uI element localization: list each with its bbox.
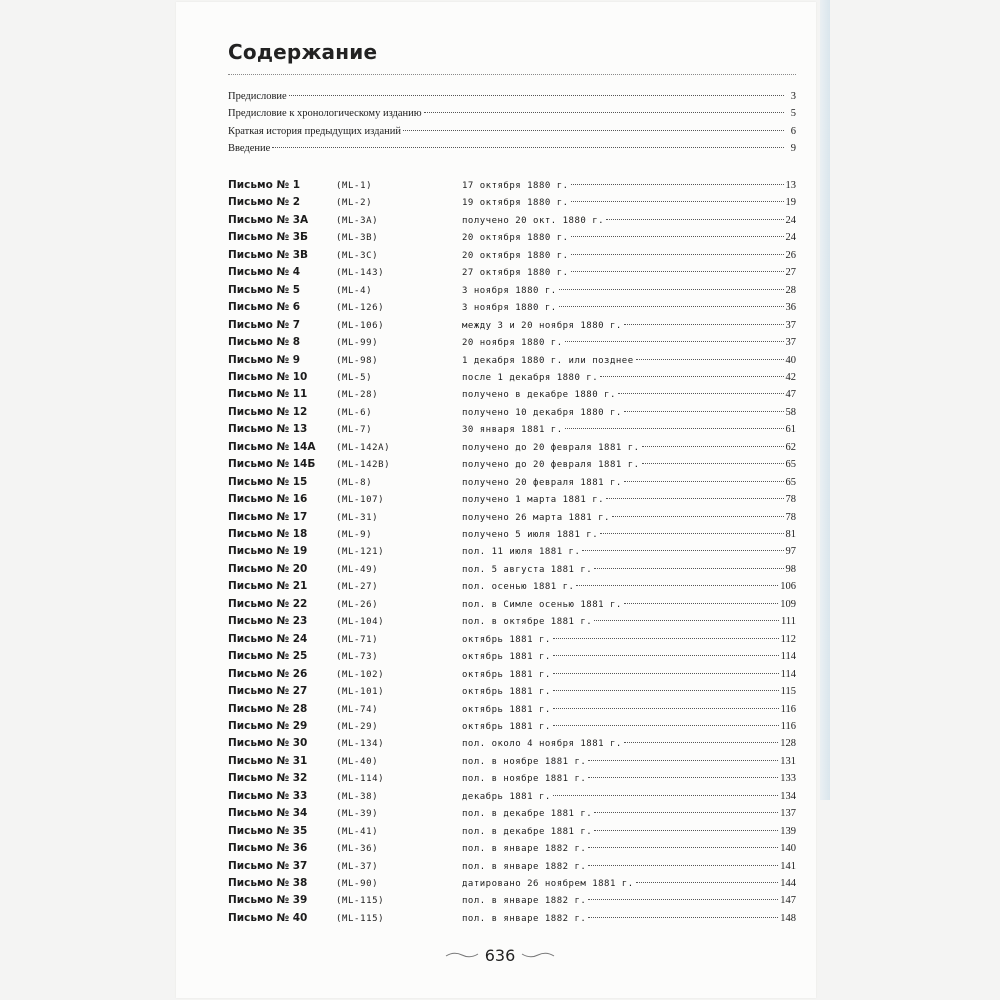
- letter-date: получено 20 февраля 1881 г.: [462, 477, 622, 488]
- letter-page: 131: [780, 755, 796, 767]
- letter-code: (ML-107): [336, 495, 385, 506]
- letter-entry: [228, 877, 796, 895]
- leader-dots: [624, 481, 784, 482]
- letter-code: (ML-143): [336, 268, 385, 279]
- letter-entry: [228, 231, 796, 249]
- letter-page: 116: [780, 720, 796, 732]
- letter-date: пол. в декабре 1881 г.: [462, 826, 593, 837]
- letter-name: Письмо № 26: [228, 667, 308, 680]
- letter-code: (ML-27): [336, 582, 379, 593]
- leader-dots: [571, 201, 784, 202]
- letter-page: 98: [785, 563, 796, 575]
- letter-code: (ML-106): [336, 320, 385, 331]
- letter-page: 97: [785, 546, 796, 558]
- letter-entry: [228, 388, 796, 406]
- letter-page: 40: [785, 354, 796, 366]
- leader-dots: [424, 112, 784, 113]
- letter-code: (ML-40): [336, 756, 379, 767]
- letter-date: получено 10 декабря 1880 г.: [462, 407, 622, 418]
- letter-date: 20 октября 1880 г.: [462, 233, 569, 244]
- leader-dots: [571, 236, 784, 237]
- leader-dots: [565, 341, 784, 342]
- leader-dots: [594, 812, 778, 813]
- letter-page: 37: [785, 337, 796, 349]
- leader-dots: [553, 690, 779, 691]
- letter-page: 24: [785, 214, 796, 226]
- letter-code: (ML-37): [336, 861, 379, 872]
- leader-dots: [600, 533, 783, 534]
- letter-date: датировано 26 ноябрем 1881 г.: [462, 879, 634, 889]
- letter-entry: [228, 196, 796, 214]
- letter-name: Письмо № 20: [228, 562, 308, 575]
- leader-dots: [636, 882, 779, 883]
- leader-dots: [636, 359, 784, 360]
- letter-entry: [228, 633, 796, 651]
- letter-code: (ML-71): [336, 634, 379, 645]
- letter-code: (ML-73): [336, 652, 379, 663]
- letter-name: Письмо № 3В: [228, 248, 309, 261]
- letter-code: (ML-1): [336, 181, 373, 191]
- letter-page: 78: [785, 511, 796, 523]
- letter-entry: [228, 825, 796, 843]
- letter-date: пол. в ноябре 1881 г.: [462, 756, 587, 767]
- letter-date: 3 ноября 1880 г.: [462, 303, 557, 314]
- letter-name: Письмо № 7: [228, 318, 301, 331]
- letter-code: (ML-29): [336, 721, 379, 732]
- letter-date: после 1 декабря 1880 г.: [462, 372, 599, 383]
- letter-code: (ML-38): [336, 791, 379, 802]
- letter-code: (ML-3A): [336, 215, 379, 226]
- letter-page: 62: [785, 441, 796, 453]
- letter-entry: [228, 668, 796, 686]
- letter-name: Письмо № 32: [228, 772, 308, 785]
- letter-page: 134: [780, 790, 796, 802]
- letter-entry: [228, 371, 796, 389]
- leader-dots: [553, 655, 779, 656]
- letter-date: пол. в ноябре 1881 г.: [462, 774, 587, 785]
- toc-entry: [228, 91, 796, 109]
- leader-dots: [606, 498, 783, 499]
- leader-dots: [553, 795, 778, 796]
- letter-entry: [228, 266, 796, 284]
- letter-entry: [228, 423, 796, 441]
- letter-entry: [228, 354, 796, 372]
- letter-name: Письмо № 21: [228, 580, 308, 593]
- right-swash-ornament-icon: [521, 950, 555, 960]
- letter-name: Письмо № 3А: [228, 213, 309, 226]
- letter-date: октябрь 1881 г.: [462, 634, 551, 645]
- letter-date: пол. 11 июля 1881 г.: [462, 547, 581, 558]
- letter-name: Письмо № 40: [228, 911, 308, 924]
- letter-code: (ML-98): [336, 355, 379, 366]
- letter-date: пол. в январе 1882 г.: [462, 861, 587, 872]
- leader-dots: [588, 899, 778, 900]
- letter-date: пол. в декабре 1881 г.: [462, 809, 593, 820]
- letter-page: 61: [785, 424, 796, 436]
- letter-code: (ML-31): [336, 512, 379, 523]
- letter-code: (ML-90): [336, 879, 379, 889]
- letter-name: Письмо № 35: [228, 824, 308, 837]
- letter-code: (ML-142A): [336, 442, 391, 453]
- leader-dots: [600, 376, 783, 377]
- letter-name: Письмо № 22: [228, 597, 308, 610]
- letter-entry: [228, 912, 796, 930]
- letter-name: Письмо № 18: [228, 528, 308, 540]
- letter-code: (ML-134): [336, 739, 385, 750]
- entry-page: 6: [790, 125, 796, 137]
- letter-date: пол. в январе 1882 г.: [462, 844, 587, 855]
- letter-name: Письмо № 27: [228, 685, 308, 698]
- leader-dots: [553, 725, 779, 726]
- letter-page: 27: [785, 267, 796, 279]
- letter-entry: [228, 772, 796, 790]
- letter-entry: [228, 179, 796, 197]
- letter-page: 111: [781, 616, 796, 628]
- letter-page: 109: [780, 598, 796, 610]
- letter-name: Письмо № 24: [228, 632, 308, 645]
- letter-page: 19: [785, 197, 796, 209]
- letter-date: получено до 20 февраля 1881 г.: [462, 442, 640, 453]
- letter-name: Письмо № 5: [228, 283, 301, 296]
- letter-page: 26: [785, 249, 796, 261]
- letter-entry: [228, 842, 796, 860]
- letter-entry: [228, 563, 796, 581]
- letter-entry: [228, 703, 796, 721]
- letter-date: октябрь 1881 г.: [462, 687, 551, 698]
- leader-dots: [606, 219, 783, 220]
- letter-date: получено 26 марта 1881 г.: [462, 512, 610, 523]
- letter-code: (ML-7): [336, 425, 373, 436]
- letter-code: (ML-114): [336, 774, 385, 785]
- leader-dots: [588, 917, 778, 918]
- leader-dots: [624, 742, 778, 743]
- letter-date: 3 ноября 1880 г.: [462, 285, 557, 296]
- leader-dots: [582, 550, 783, 551]
- letter-page: 116: [780, 703, 796, 715]
- letter-page: 141: [780, 860, 796, 872]
- leader-dots: [565, 428, 784, 429]
- letter-page: 24: [785, 232, 796, 244]
- letter-date: 20 ноября 1880 г.: [462, 338, 563, 349]
- letter-name: Письмо № 2: [228, 196, 301, 209]
- letter-name: Письмо № 14Б: [228, 458, 316, 471]
- letter-page: 58: [785, 406, 796, 418]
- leader-dots: [403, 130, 784, 131]
- leader-dots: [588, 760, 778, 761]
- leader-dots: [588, 777, 778, 778]
- letter-name: Письмо № 12: [228, 405, 308, 418]
- letter-date: 19 октября 1880 г.: [462, 198, 569, 209]
- letter-entry: [228, 284, 796, 302]
- letter-page: 42: [785, 371, 796, 383]
- leader-dots: [588, 847, 778, 848]
- letter-entry: [228, 685, 796, 703]
- letter-date: пол. в октябре 1881 г.: [462, 617, 593, 628]
- letter-name: Письмо № 14А: [228, 440, 316, 453]
- letter-date: пол. 5 августа 1881 г.: [462, 564, 593, 575]
- letter-name: Письмо № 30: [228, 737, 308, 750]
- letter-entry: [228, 336, 796, 354]
- letter-page: 81: [785, 529, 796, 540]
- letter-date: получено 5 июля 1881 г.: [462, 530, 599, 540]
- letter-date: пол. в январе 1882 г.: [462, 896, 587, 907]
- letter-code: (ML-115): [336, 913, 385, 924]
- letter-code: (ML-3C): [336, 250, 379, 261]
- toc-entry: [228, 143, 796, 161]
- letter-page: 37: [785, 319, 796, 331]
- leader-dots: [559, 306, 784, 307]
- letter-code: (ML-101): [336, 687, 385, 698]
- letter-code: (ML-142B): [336, 460, 391, 471]
- letter-entry: [228, 476, 796, 494]
- letter-date: декабрь 1881 г.: [462, 791, 551, 802]
- entry-page: 9: [790, 142, 796, 154]
- toc-entry: [228, 126, 796, 144]
- letter-entry: [228, 319, 796, 337]
- letter-page: 36: [785, 302, 796, 314]
- letter-entry: [228, 493, 796, 511]
- leader-dots: [612, 516, 784, 517]
- letter-page: 140: [780, 843, 796, 855]
- toc-title: Содержание: [228, 40, 378, 64]
- leader-dots: [624, 324, 784, 325]
- letter-code: (ML-8): [336, 477, 373, 488]
- letter-name: Письмо № 29: [228, 719, 308, 732]
- letter-name: Письмо № 11: [228, 388, 308, 401]
- letter-code: (ML-36): [336, 844, 379, 855]
- letter-entry: [228, 441, 796, 459]
- letter-entry: [228, 598, 796, 616]
- letter-name: Письмо № 37: [228, 859, 308, 872]
- letter-code: (ML-104): [336, 617, 385, 628]
- letter-date: октябрь 1881 г.: [462, 704, 551, 715]
- letter-name: Письмо № 13: [228, 423, 308, 436]
- letter-entry: [228, 615, 796, 633]
- leader-dots: [553, 708, 779, 709]
- letter-entry: [228, 650, 796, 668]
- letter-page: 133: [780, 773, 796, 785]
- entry-label: Введение: [228, 142, 271, 154]
- leader-dots: [642, 463, 784, 464]
- entry-page: 3: [790, 91, 796, 102]
- leader-dots: [571, 271, 784, 272]
- leader-dots: [594, 620, 779, 621]
- leader-dots: [624, 603, 778, 604]
- letter-entry: [228, 790, 796, 808]
- letter-date: 30 января 1881 г.: [462, 425, 563, 436]
- letter-date: получено 1 марта 1881 г.: [462, 495, 605, 506]
- letter-date: 1 декабря 1880 г. или позднее: [462, 355, 634, 366]
- letter-page: 128: [780, 738, 796, 750]
- leader-dots: [642, 446, 784, 447]
- letter-entry: [228, 894, 796, 912]
- letter-entry: [228, 458, 796, 476]
- letter-code: (ML-4): [336, 285, 373, 296]
- letter-date: 17 октября 1880 г.: [462, 181, 569, 191]
- leader-dots: [272, 147, 784, 148]
- toc-entry: [228, 108, 796, 126]
- letter-name: Письмо № 16: [228, 493, 308, 506]
- letter-code: (ML-99): [336, 338, 379, 349]
- letter-entry: [228, 545, 796, 563]
- page-footer: [440, 943, 560, 967]
- letter-page: 139: [780, 825, 796, 837]
- letter-code: (ML-39): [336, 809, 379, 820]
- letter-name: Письмо № 39: [228, 894, 308, 907]
- leader-dots: [624, 411, 784, 412]
- letter-name: Письмо № 3Б: [228, 231, 309, 244]
- letter-name: Письмо № 33: [228, 789, 308, 802]
- letter-code: (ML-74): [336, 704, 379, 715]
- entry-page: 5: [790, 108, 796, 120]
- leader-dots: [559, 289, 784, 290]
- letter-code: (ML-126): [336, 303, 385, 314]
- letter-entry: [228, 511, 796, 529]
- leader-dots: [289, 95, 784, 96]
- letter-date: октябрь 1881 г.: [462, 669, 551, 680]
- letter-page: 112: [780, 633, 796, 645]
- letter-code: (ML-102): [336, 669, 385, 680]
- letter-page: 65: [785, 459, 796, 471]
- letter-code: (ML-2): [336, 198, 373, 209]
- letter-date: пол. в Симле осенью 1881 г.: [462, 599, 622, 610]
- letter-date: 20 октября 1880 г.: [462, 250, 569, 261]
- letter-page: 78: [785, 494, 796, 506]
- letter-page: 47: [785, 389, 796, 401]
- entry-label: Предисловие: [228, 91, 287, 102]
- letter-code: (ML-26): [336, 599, 379, 610]
- left-swash-ornament-icon: [445, 950, 479, 960]
- letter-date: получено 20 окт. 1880 г.: [462, 215, 605, 226]
- leader-dots: [618, 393, 784, 394]
- letter-page: 106: [780, 581, 796, 593]
- letter-entry: [228, 301, 796, 319]
- letter-code: (ML-6): [336, 407, 373, 418]
- letter-name: Письмо № 17: [228, 510, 308, 523]
- letter-code: (ML-49): [336, 564, 379, 575]
- letter-code: (ML-41): [336, 826, 379, 837]
- leader-dots: [576, 585, 778, 586]
- letter-name: Письмо № 38: [228, 877, 308, 889]
- leader-dots: [594, 568, 783, 569]
- letter-entry: [228, 755, 796, 773]
- letter-page: 65: [785, 476, 796, 488]
- letter-date: между 3 и 20 ноября 1880 г.: [462, 320, 622, 331]
- letter-name: Письмо № 25: [228, 650, 308, 663]
- letter-date: октябрь 1881 г.: [462, 721, 551, 732]
- letter-date: октябрь 1881 г.: [462, 652, 551, 663]
- letter-entry: [228, 860, 796, 878]
- leader-dots: [594, 830, 778, 831]
- letter-entry: [228, 406, 796, 424]
- page-number: 636: [484, 945, 516, 965]
- letter-code: (ML-9): [336, 530, 373, 540]
- letter-date: пол. около 4 ноября 1881 г.: [462, 739, 622, 750]
- letter-entry: [228, 214, 796, 232]
- letter-name: Письмо № 10: [228, 370, 308, 383]
- letter-name: Письмо № 8: [228, 336, 301, 349]
- letter-page: 147: [780, 895, 796, 907]
- letter-page: 28: [785, 284, 796, 296]
- letter-name: Письмо № 15: [228, 475, 308, 488]
- letter-name: Письмо № 19: [228, 545, 308, 558]
- title-dotted-rule: [228, 74, 796, 75]
- letter-date: получено до 20 февраля 1881 г.: [462, 460, 640, 471]
- letter-name: Письмо № 36: [228, 842, 308, 855]
- letter-entry: [228, 737, 796, 755]
- letter-page: 144: [780, 878, 796, 889]
- letter-code: (ML-115): [336, 896, 385, 907]
- letter-name: Письмо № 31: [228, 754, 308, 767]
- letter-code: (ML-5): [336, 372, 373, 383]
- page-edge-shadow: [820, 0, 830, 800]
- letter-date: пол. осенью 1881 г.: [462, 582, 575, 593]
- letter-date: 27 октября 1880 г.: [462, 268, 569, 279]
- letter-entry: [228, 720, 796, 738]
- letter-entry: [228, 249, 796, 267]
- leader-dots: [553, 638, 779, 639]
- letter-name: Письмо № 4: [228, 266, 301, 279]
- letter-name: Письмо № 28: [228, 702, 308, 715]
- leader-dots: [571, 184, 784, 185]
- letter-page: 115: [780, 686, 796, 698]
- letter-page: 13: [785, 180, 796, 191]
- letter-name: Письмо № 9: [228, 353, 301, 366]
- leader-dots: [571, 254, 784, 255]
- letter-page: 114: [780, 668, 796, 680]
- letter-name: Письмо № 23: [228, 615, 308, 628]
- letter-page: 148: [780, 912, 796, 924]
- letter-name: Письмо № 6: [228, 301, 301, 314]
- entry-label: Краткая история предыдущих изданий: [228, 125, 401, 137]
- letter-page: 137: [780, 808, 796, 820]
- leader-dots: [588, 865, 778, 866]
- letter-name: Письмо № 1: [228, 179, 301, 191]
- letter-entry: [228, 528, 796, 546]
- letter-entry: [228, 807, 796, 825]
- letter-code: (ML-28): [336, 390, 379, 401]
- letter-code: (ML-121): [336, 547, 385, 558]
- letter-code: (ML-3B): [336, 233, 379, 244]
- letter-name: Письмо № 34: [228, 807, 308, 820]
- letter-page: 114: [780, 651, 796, 663]
- letter-date: получено в декабре 1880 г.: [462, 390, 616, 401]
- entry-label: Предисловие к хронологическому изданию: [228, 108, 422, 120]
- leader-dots: [553, 673, 779, 674]
- letter-date: пол. в январе 1882 г.: [462, 913, 587, 924]
- letter-entry: [228, 580, 796, 598]
